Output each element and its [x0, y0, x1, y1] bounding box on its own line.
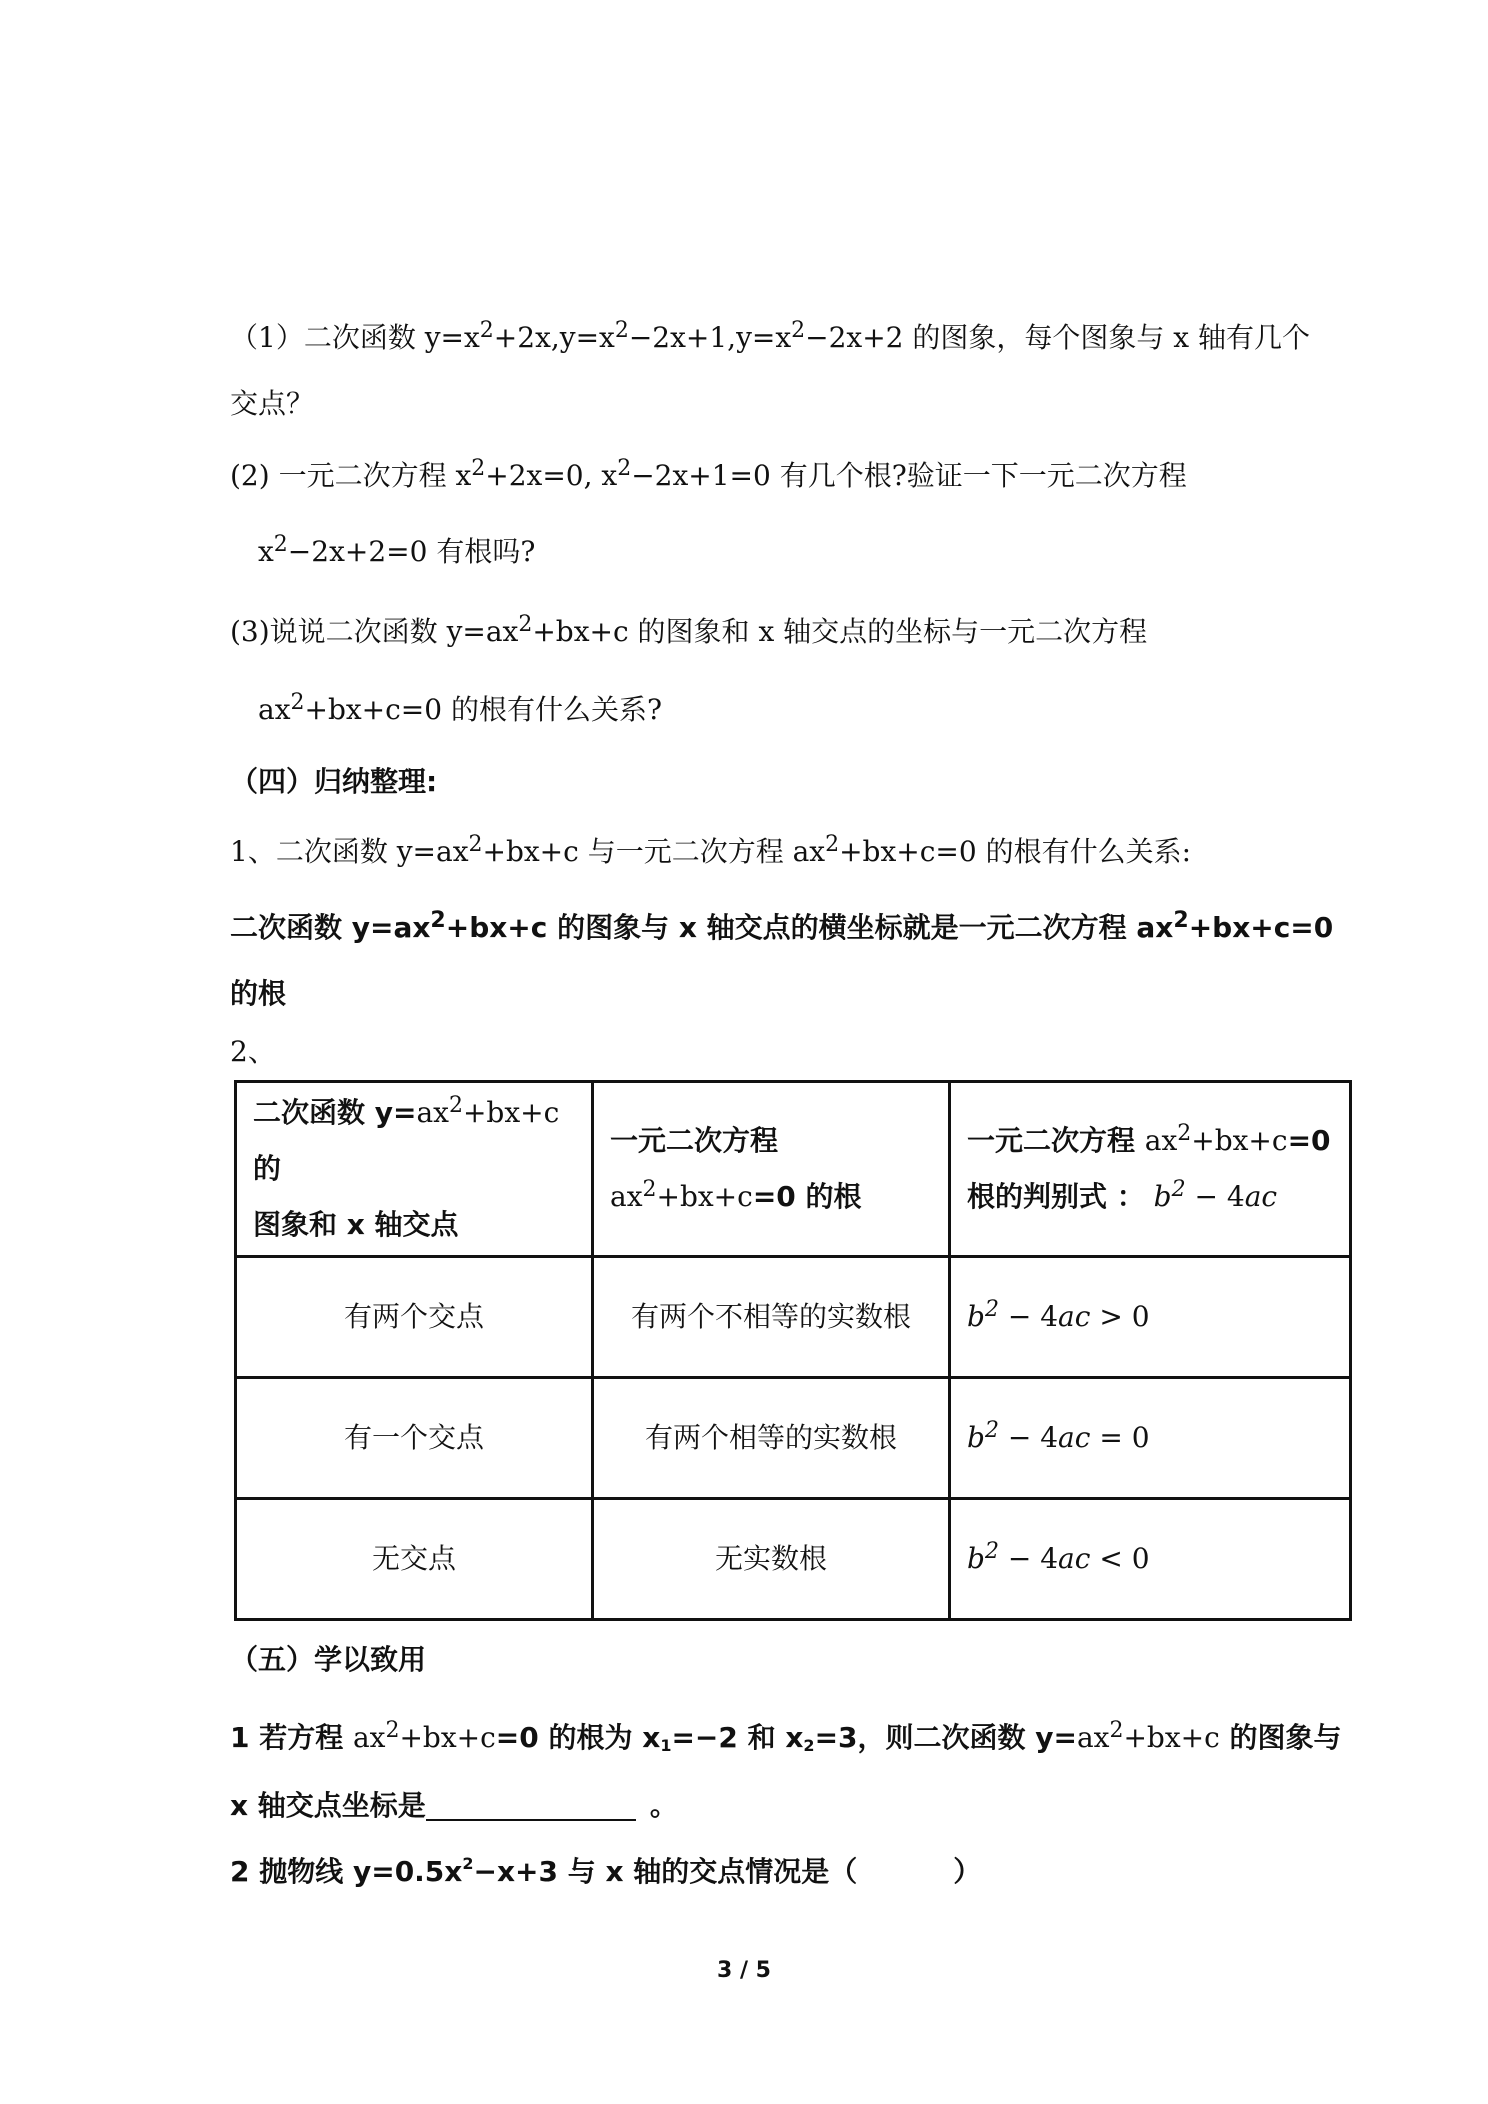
cell-discriminant: $b^2 - 4ac < 0$ — [951, 1500, 1349, 1618]
item-1: 1、二次函数 $y=ax^2+bx+c$ 与一元二次方程 $ax^2+bx+c=0$ 的根有什么关系: — [230, 832, 1192, 868]
section-5-heading: （五）学以致用 — [230, 1643, 427, 1676]
cell-roots: 无实数根 — [594, 1500, 948, 1618]
answer-blank[interactable] — [426, 1791, 636, 1821]
question-2-line-2: $x^2-2x+2=0$ 有根吗? — [258, 532, 536, 568]
answer-1-line-1: 二次函数 $y=ax^2+bx+c$ 的图象与 x 轴交点的横坐标就是一元二次方程 $ax^2+bx+c=0$ — [230, 908, 1334, 944]
header-graph-intersections: 二次函数 $y=ax^2+bx+c$ 的 图象和 x 轴交点 — [237, 1083, 591, 1255]
section-4-heading: （四）归纳整理: — [230, 765, 438, 798]
discriminant-formula: $b^2 - 4ac$ — [1153, 1177, 1278, 1213]
cell-roots: 有两个不相等的实数根 — [594, 1258, 948, 1376]
header-equation-roots: 一元二次方程 $ax^2+bx+c=0$ 的根 — [594, 1083, 948, 1255]
header-discriminant: 一元二次方程 $ax^2+bx+c=0$ 根的判别式 ： $b^2 - 4ac$ — [951, 1083, 1349, 1255]
table-row — [237, 1379, 1349, 1497]
question-1-line-1: （1）二次函数 $y=x^2+2x,y=x^2-2x+1,y=x^2-2x+2$ 的图象，每个图象与 x 轴有几个 — [230, 318, 1310, 354]
cell-intersections: 有两个交点 — [237, 1258, 591, 1376]
item-2: 2、 — [230, 1035, 276, 1068]
question-3-line-2: $ax^2+bx+c=0$ 的根有什么关系? — [258, 690, 662, 726]
table-header-row — [237, 1083, 1349, 1255]
answer-1-line-2: 的根 — [230, 977, 287, 1010]
discriminant-table — [234, 1080, 1352, 1621]
exercise-1-line-2: x 轴交点坐标是 。 — [230, 1789, 678, 1822]
cell-roots: 有两个相等的实数根 — [594, 1379, 948, 1497]
cell-discriminant: $b^2 - 4ac = 0$ — [951, 1379, 1349, 1497]
exercise-1-line-1: 1 若方程 $ax^2+bx+c=0$ 的根为 $x_1=-2$ 和 $x_2=3$，则二次函数 $y=ax^2+bx+c$ 的图象与 — [230, 1718, 1342, 1755]
question-1-line-2: 交点？ — [230, 387, 315, 420]
cell-intersections: 无交点 — [237, 1500, 591, 1618]
page-number: 3 / 5 — [717, 1958, 771, 1983]
question-2-line-1: (2) 一元二次方程 $x^2+2x=0$, $x^2-2x+1=0$ 有几个根?验证一下一元二次方程 — [230, 456, 1187, 492]
cell-intersections: 有一个交点 — [237, 1379, 591, 1497]
exercise-2: 2 抛物线 $y=0.5x^2-x+3$ 与 x 轴的交点情况是（ ） — [230, 1854, 982, 1888]
table-row — [237, 1258, 1349, 1376]
table-row — [237, 1500, 1349, 1618]
question-3-line-1: (3)说说二次函数 $y=ax^2+bx+c$ 的图象和 x 轴交点的坐标与一元二次方程 — [230, 612, 1148, 648]
cell-discriminant: $b^2 - 4ac > 0$ — [951, 1258, 1349, 1376]
